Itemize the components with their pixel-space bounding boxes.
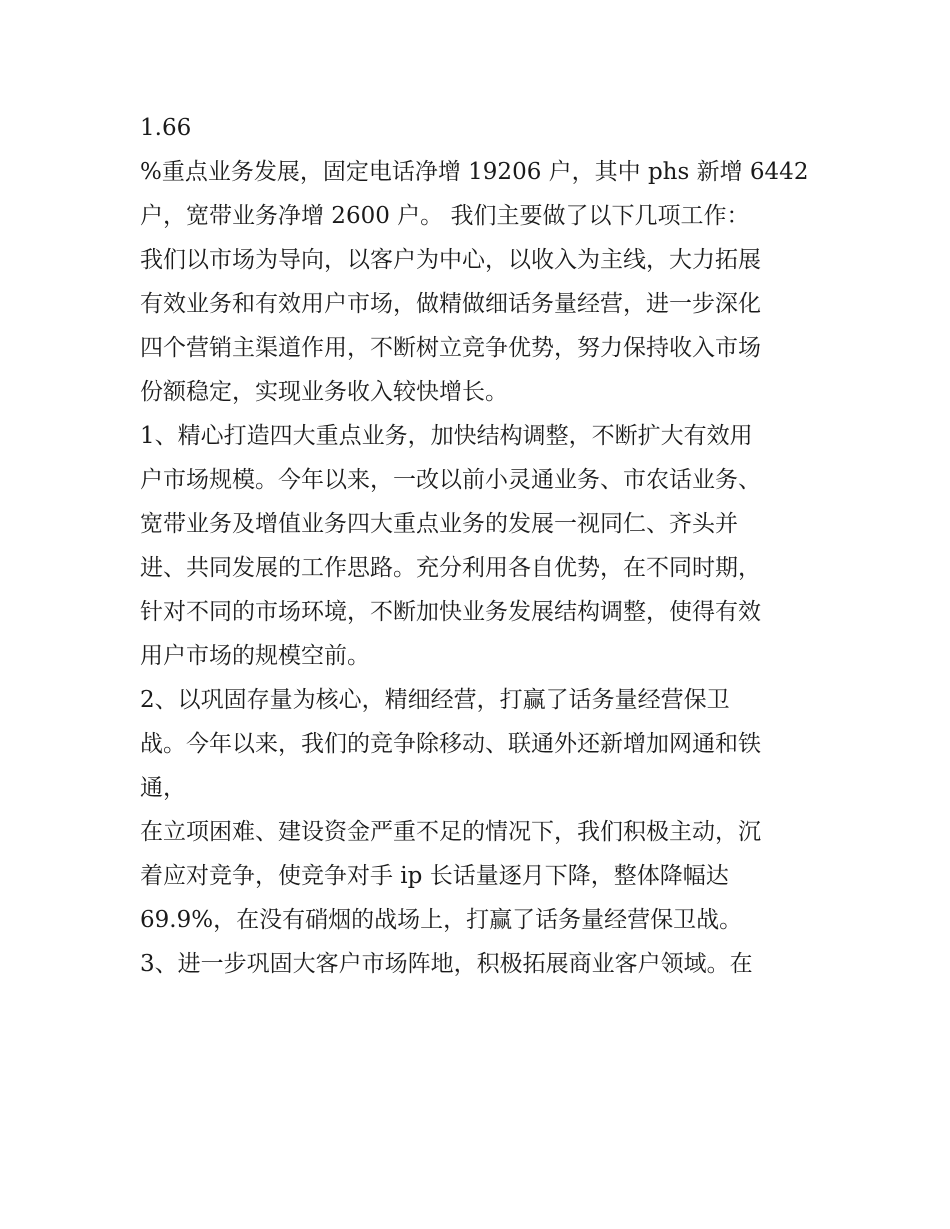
text-line: 2、以巩固存量为核心，精细经营，打赢了话务量经营保卫 bbox=[140, 687, 730, 713]
text-line: 用户市场的规模空前。 bbox=[140, 643, 370, 669]
text-line: 份额稳定，实现业务收入较快增长。 bbox=[140, 379, 508, 405]
text-line: 1、精心打造四大重点业务，加快结构调整，不断扩大有效用 bbox=[140, 423, 753, 449]
text-line: 进、共同发展的工作思路。充分利用各自优势，在不同时期， bbox=[140, 555, 761, 581]
text-line: 69.9%，在没有硝烟的战场上，打赢了话务量经营保卫战。 bbox=[140, 907, 743, 933]
text-line: %重点业务发展，固定电话净增 19206 户，其中 phs 新增 6442 bbox=[140, 159, 809, 185]
document-body bbox=[140, 106, 820, 986]
text-line: 3、进一步巩固大客户市场阵地，积极拓展商业客户领域。在 bbox=[140, 951, 753, 977]
text-line: 针对不同的市场环境，不断加快业务发展结构调整，使得有效 bbox=[140, 599, 761, 625]
text-line: 1.66 bbox=[140, 115, 192, 141]
text-line: 我们以市场为导向，以客户为中心，以收入为主线，大力拓展 bbox=[140, 247, 761, 273]
text-line: 着应对竞争，使竞争对手 ip 长话量逐月下降，整体降幅达 bbox=[140, 863, 729, 889]
text-line: 户市场规模。今年以来，一改以前小灵通业务、市农话业务、 bbox=[140, 467, 761, 493]
text-line: 战。今年以来，我们的竞争除移动、联通外还新增加网通和铁 bbox=[140, 731, 761, 757]
text-line: 在立项困难、建设资金严重不足的情况下，我们积极主动，沉 bbox=[140, 819, 761, 845]
text-line: 有效业务和有效用户市场，做精做细话务量经营，进一步深化 bbox=[140, 291, 761, 317]
text-line: 户，宽带业务净增 2600 户。 我们主要做了以下几项工作： bbox=[140, 203, 750, 229]
text-line: 通， bbox=[140, 775, 186, 801]
text-line: 宽带业务及增值业务四大重点业务的发展一视同仁、齐头并 bbox=[140, 511, 738, 537]
text-line: 四个营销主渠道作用，不断树立竞争优势，努力保持收入市场 bbox=[140, 335, 761, 361]
